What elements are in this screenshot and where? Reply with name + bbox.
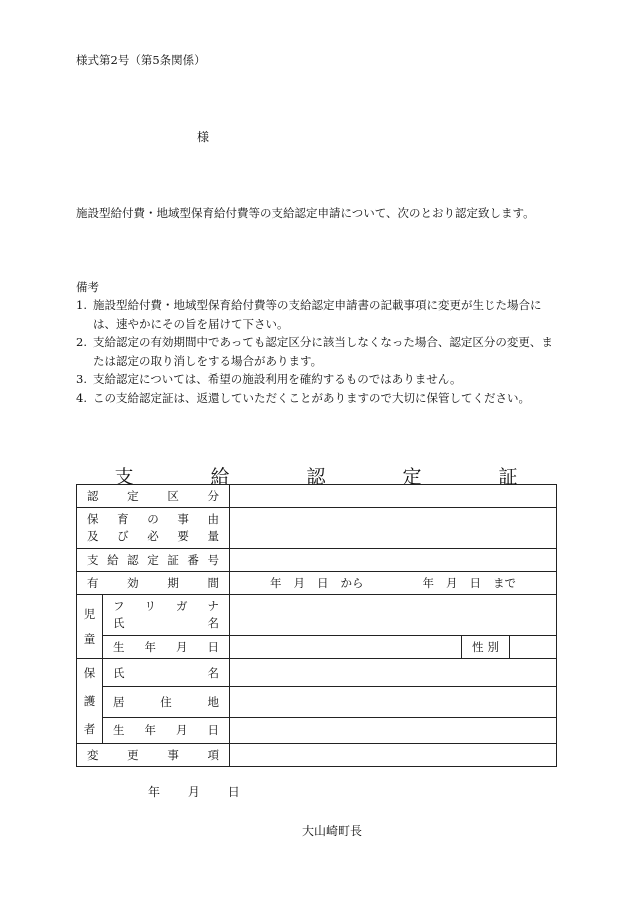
- label-char: 育: [117, 512, 129, 526]
- label-char: 月: [176, 723, 188, 738]
- value-child-birthdate: [230, 636, 462, 659]
- row-validity: [77, 572, 557, 595]
- label-char: 認: [87, 489, 99, 503]
- label-char: 生: [113, 723, 125, 738]
- value-sex: [510, 636, 557, 659]
- label-address: [103, 687, 230, 718]
- value-reason: [230, 508, 557, 549]
- value-cert-number: [230, 549, 557, 572]
- label-char: 区: [167, 489, 179, 503]
- label-char: 保: [87, 512, 99, 526]
- label-char: 事: [167, 748, 179, 762]
- label-char: 別: [487, 640, 499, 654]
- label-char: 更: [127, 748, 139, 762]
- label-char: の: [147, 512, 159, 526]
- certificate-title: [76, 462, 556, 488]
- recipient-honorific: 様: [197, 130, 210, 144]
- label-char: 地: [207, 695, 219, 710]
- certificate-title-char: 証: [498, 466, 518, 488]
- label-char: 年: [144, 640, 156, 654]
- value-changes: [230, 744, 557, 767]
- label-char: 有: [87, 576, 99, 590]
- label-char: 証: [167, 553, 179, 567]
- label-char: 給: [107, 553, 119, 567]
- label-char: 童: [83, 632, 96, 646]
- remark-item: [76, 296, 556, 333]
- label-char: 定: [147, 553, 159, 567]
- label-char: 名: [207, 616, 219, 630]
- remarks-list: [76, 296, 556, 407]
- label-char: 月: [176, 640, 188, 654]
- validity-start: 年 月 日 から: [270, 576, 364, 590]
- label-char: 号: [207, 553, 219, 567]
- label-char: 保: [83, 666, 96, 680]
- label-char: 必: [147, 529, 159, 543]
- label-char: 番: [187, 553, 199, 567]
- remark-item: [76, 389, 556, 408]
- remark-text: 支給認定については、希望の施設利用を確約するものではありません。: [93, 372, 462, 386]
- label-char: 生: [113, 640, 125, 654]
- remark-number: 3.: [76, 372, 87, 386]
- row-cert-number: [77, 549, 557, 572]
- intro-text: 施設型給付費・地域型保育給付費等の支給認定申請について、次のとおり認定致します。: [76, 206, 535, 220]
- form-id: 様式第2号（第5条関係）: [76, 53, 206, 67]
- value-guardian-birthdate: [230, 717, 557, 743]
- label-char: フ: [113, 599, 125, 613]
- label-char: 氏: [113, 616, 125, 630]
- label-char: リ: [144, 599, 156, 613]
- label-char: 量: [207, 529, 219, 543]
- certificate-table: [76, 484, 557, 767]
- label-char: 年: [144, 723, 156, 738]
- remark-text: 施設型給付費・地域型保育給付費等の支給認定申請書の記載事項に変更が生じた場合には、速やかにその旨を届けて下さい。: [93, 298, 542, 331]
- label-char: 及: [87, 529, 99, 543]
- row-category: [77, 485, 557, 508]
- remark-text: この支給認定証は、返還していただくことがありますので大切に保管してください。: [93, 390, 530, 405]
- row-child-birthdate: [77, 636, 557, 659]
- label-char: 住: [160, 695, 172, 710]
- label-char: 児: [83, 607, 96, 621]
- label-sex: [462, 636, 510, 659]
- label-char: ナ: [207, 599, 219, 613]
- label-char: 変: [87, 748, 99, 762]
- label-reason: [77, 508, 230, 549]
- remark-item: [76, 333, 556, 370]
- certificate-title-char: 給: [210, 466, 230, 488]
- label-char: 居: [113, 695, 125, 710]
- row-changes: [77, 744, 557, 767]
- label-char: 支: [87, 553, 99, 567]
- label-char: 要: [177, 529, 189, 543]
- label-char: 性: [472, 640, 484, 654]
- certificate-title-char: 認: [306, 466, 326, 488]
- remarks-title: 備考: [76, 280, 99, 294]
- label-guardian-birthdate: [103, 717, 230, 743]
- label-char: ガ: [176, 599, 188, 613]
- label-category: [77, 485, 230, 508]
- label-char: 分: [207, 489, 219, 503]
- issuer-name: 大山崎町長: [302, 824, 363, 838]
- remark-number: 2.: [76, 335, 87, 349]
- value-child-name: [230, 595, 557, 636]
- row-guardian-birthdate: [77, 717, 557, 743]
- label-char: 項: [207, 748, 219, 762]
- row-address: [77, 687, 557, 718]
- value-address: [230, 687, 557, 718]
- label-char: び: [117, 529, 129, 543]
- label-furigana-name: [103, 595, 230, 636]
- label-cert-number: [77, 549, 230, 572]
- label-char: 日: [207, 723, 219, 738]
- label-changes: [77, 744, 230, 767]
- label-char: 護: [83, 694, 96, 708]
- label-char: 名: [207, 665, 219, 680]
- row-reason: [77, 508, 557, 549]
- label-char: 日: [207, 640, 219, 654]
- value-validity: [230, 572, 557, 595]
- label-child-group: [77, 595, 103, 659]
- label-char: 氏: [113, 665, 125, 680]
- row-guardian-name: [77, 659, 557, 687]
- row-child-name: [77, 595, 557, 636]
- label-child-birthdate: [103, 636, 230, 659]
- label-guardian-group: [77, 659, 103, 744]
- validity-end: 年 月 日 まで: [422, 576, 517, 590]
- label-char: 期: [167, 576, 179, 590]
- remark-item: [76, 370, 556, 389]
- certificate-title-char: 支: [114, 466, 134, 488]
- label-char: 効: [127, 576, 139, 590]
- label-char: 由: [207, 512, 219, 526]
- remark-number: 1.: [76, 298, 87, 312]
- label-char: 者: [83, 722, 96, 736]
- remark-text: 支給認定の有効期間中であっても認定区分に該当しなくなった場合、認定区分の変更、または認定の取り消しをする場合があります。: [93, 335, 553, 368]
- label-validity: [77, 572, 230, 595]
- label-char: 間: [207, 576, 219, 590]
- label-char: 定: [127, 489, 139, 503]
- issue-date: 年 月 日: [148, 785, 240, 799]
- label-guardian-name: [103, 659, 230, 687]
- value-guardian-name: [230, 659, 557, 687]
- certificate-title-char: 定: [402, 466, 422, 488]
- value-category: [230, 485, 557, 508]
- remark-number: 4.: [76, 390, 87, 405]
- label-char: 事: [177, 512, 189, 526]
- label-char: 認: [127, 553, 139, 567]
